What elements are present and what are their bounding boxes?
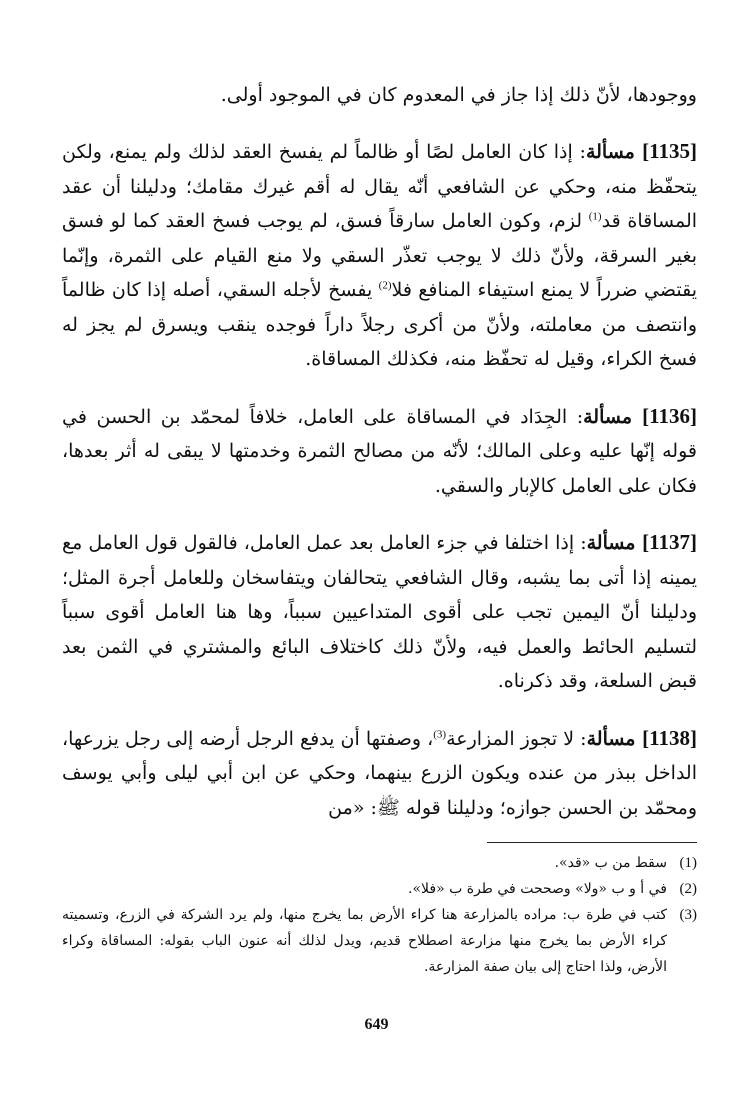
masala-label: مسألة (585, 141, 635, 163)
masala-1136 (62, 399, 697, 504)
main-text (62, 78, 697, 847)
page-number: 649 (364, 1016, 389, 1033)
masala-heading (587, 532, 697, 554)
footnotes (62, 850, 697, 980)
masala-number: [1138] (642, 725, 697, 750)
masala-text: ، وصفتها أن يدفع الرجل أرضه إلى رجل يزرعها، الداخل ببذر من عنده ويكون الزرع بينهما، وحكي عن ابن أبي ليلى وأبي يوسف ومحمّد بن الحسن جوازه؛ ودليلنا قوله ﷺ: «من (62, 727, 697, 819)
footnote-divider (487, 842, 697, 843)
masala-number: [1136] (642, 403, 697, 428)
masala-label: مسألة (583, 405, 633, 428)
footnote-text: في أ و ب «ولا» وصححت في طرة ب «فلا». (408, 881, 667, 897)
masala-text: : إذا كان العامل لصًا أو ظالماً لم يفسخ العقد لذلك ولم يمنع، ولكن يتحفّظ منه، وحكي عن الشافعي أنّه يقال له أقم غيرك مقامك؛ ودليلنا أن عقد المساقاة قد (62, 141, 698, 232)
masala-number: [1135] (642, 139, 697, 163)
footnote-number: (3) (679, 907, 697, 923)
masala-text: يفسخ لأجله السقي، أصله إذا كان ظالماً وانتصف من معاملته، ولأنّ من أكرى رجلاً داراً فوجده ينقب ويسرق لم يجز له فسخ الكراء، وقيل له تحفّظ منه، فكذلك المساقاة. (62, 279, 697, 370)
intro-paragraph: ووجودها، لأنّ ذلك إذا جاز في المعدوم كان في الموجود أولى. (220, 84, 697, 106)
footnote-3 (62, 902, 697, 980)
footnote-number: (2) (679, 881, 697, 897)
footnote-ref: (3) (433, 728, 447, 741)
masala-heading (586, 725, 697, 750)
footnote-text: سقط من ب «قد». (554, 855, 667, 871)
masala-1138 (62, 721, 697, 826)
footnote-2 (62, 876, 697, 902)
masala-heading (583, 403, 697, 428)
masala-text: : إذا اختلفا في جزء العامل بعد عمل العامل، فالقول قول العامل مع يمينه إذا أتى بما يشبه، وقال الشافعي يتحالفان ويتفاسخان وللعامل أجرة المثل؛ ودليلنا أنّ اليمين تجب على أقوى المتداعيين سبباً، وها هنا العامل أقوى سبباً لتسليم الحائط والعمل فيه، ولأنّ ذلك كاختلاف البائع والمشتري في الثمن بعد قبض السلعة، وقد ذكرناه. (62, 532, 697, 692)
masala-heading (586, 141, 697, 163)
footnote-ref: (1) (588, 210, 602, 223)
footnote-1 (62, 850, 697, 876)
masala-text: : الجِدَاد في المساقاة على العامل، خلافاً لمحمّد بن الحسن في قوله إنّها عليه وعلى المالك؛ لأنّه من مصالح الثمرة وخدمتها لا يبقى له أثر بعدها، فكان على العامل كالإبار والسقي. (62, 405, 697, 497)
masala-text: لزم، وكون العامل سارقاً فسق، لم يوجب فسخ العقد كما لو فسق بغير السرقة، ولأنّ ذلك لا يوجب تعذّر السقي ولا منع القيام على الثمرة، وإنّما يقتضي ضرراً لا يمنع استيفاء المنافع فلا (62, 210, 697, 301)
masala-1137 (62, 525, 697, 699)
footnote-ref: (2) (378, 279, 392, 292)
footnote-number: (1) (679, 855, 697, 871)
masala-label: مسألة (586, 727, 636, 750)
masala-text: : لا تجوز المزارعة (446, 727, 587, 750)
masala-1135 (62, 134, 697, 377)
masala-label: مسألة (586, 532, 636, 554)
masala-number: [1137] (642, 530, 697, 554)
footnote-text: كتب في طرة ب: مراده بالمزارعة هنا كراء الأرض بما يخرج منها، ولم يرد الشركة في الزرع، وتسميته كراء الأرض بما يخرج منها مزارعة اصطلاح قديم، ويدل لذلك أنه عنون الباب بقوله: المساقاة وكراء الأرض، ولذا احتاج إلى بيان صفة المزارعة. (62, 907, 667, 975)
